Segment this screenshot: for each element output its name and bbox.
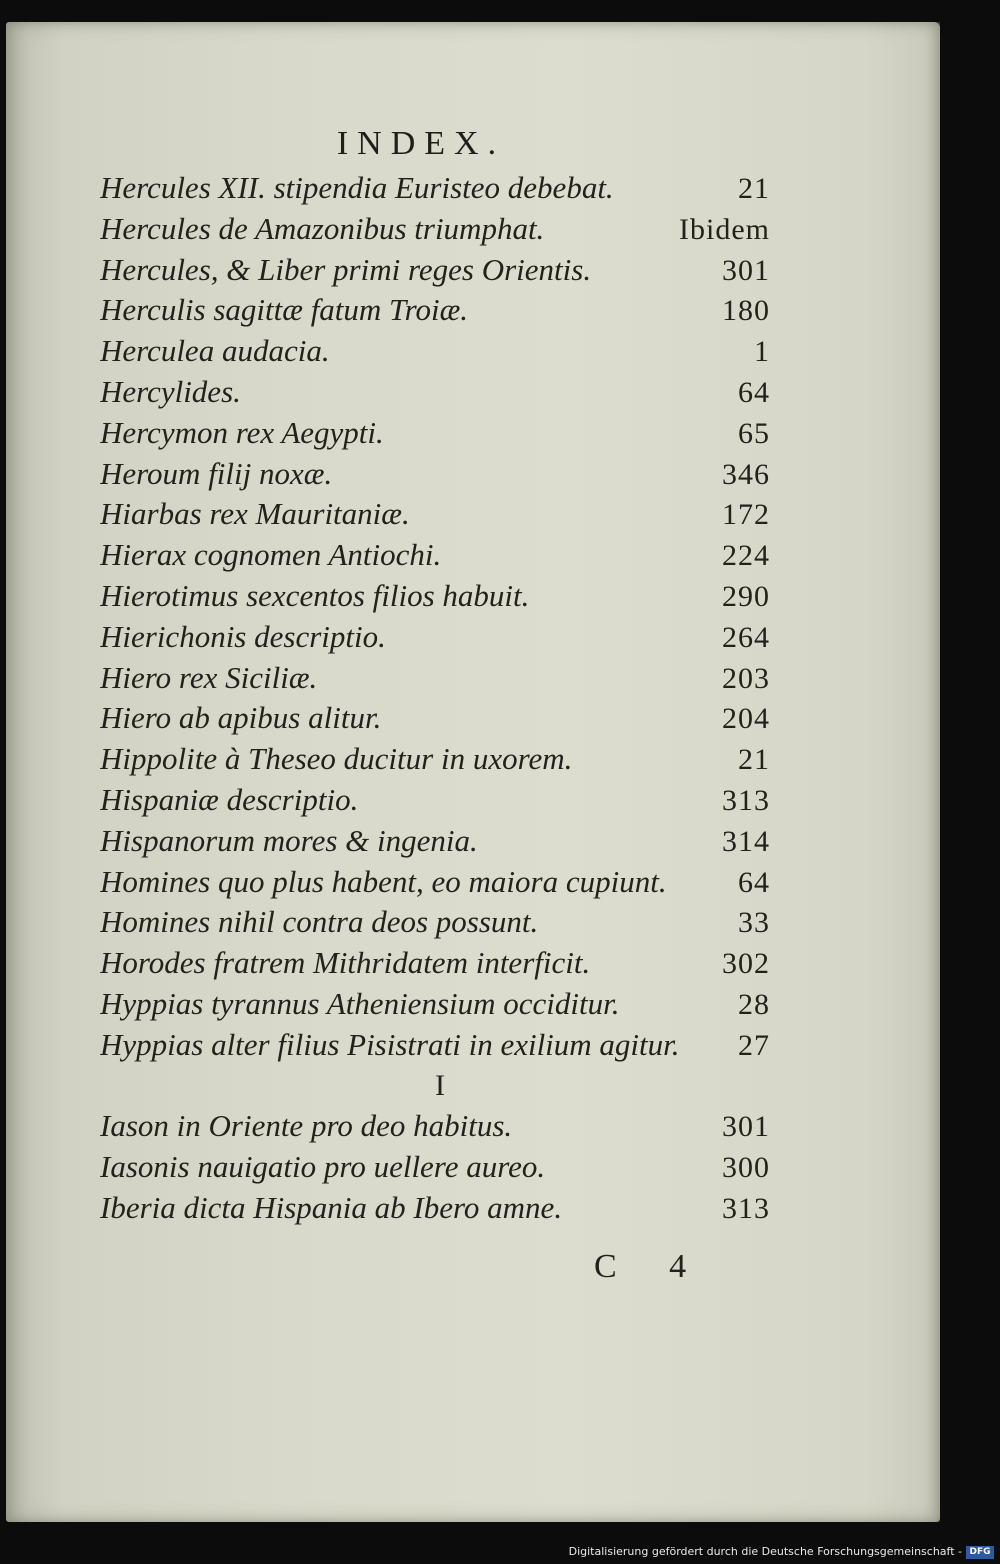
entry-page-number: 180 bbox=[722, 294, 770, 328]
index-entry bbox=[100, 576, 770, 617]
funding-credit: Digitalisierung gefördert durch die Deutsche Forschungsgemeinschaft - bbox=[568, 1545, 962, 1558]
entry-text: Iberia dicta Hispania ab Ibero amne. bbox=[100, 1189, 563, 1225]
entry-text: Horodes fratrem Mithridatem interficit. bbox=[100, 945, 591, 981]
index-entry bbox=[100, 658, 770, 699]
index-entry bbox=[100, 331, 770, 372]
entry-page-number: 290 bbox=[722, 579, 770, 613]
entries-letter-h bbox=[100, 168, 770, 1066]
entry-text: Hyppias alter filius Pisistrati in exilium agitur. bbox=[100, 1026, 680, 1062]
index-entry bbox=[100, 984, 770, 1025]
entry-page-number: 313 bbox=[722, 1191, 770, 1225]
index-entry bbox=[100, 902, 770, 943]
entry-text: Herculis sagittæ fatum Troiæ. bbox=[100, 292, 469, 328]
index-entry bbox=[100, 535, 770, 576]
entry-text: Iason in Oriente pro deo habitus. bbox=[100, 1108, 513, 1144]
entry-text: Hercylides. bbox=[100, 373, 241, 409]
index-entry bbox=[100, 209, 770, 250]
book-page bbox=[6, 22, 940, 1522]
index-entry bbox=[100, 372, 770, 413]
entry-page-number: 301 bbox=[722, 1110, 770, 1144]
entry-text: Herculea audacia. bbox=[100, 333, 330, 369]
page-edge-shading bbox=[922, 22, 940, 1522]
entry-text: Hyppias tyrannus Atheniensium occiditur. bbox=[100, 985, 620, 1021]
entry-page-number: Ibidem bbox=[679, 212, 770, 246]
footer-bar bbox=[0, 1538, 1000, 1564]
entry-text: Hercymon rex Aegypti. bbox=[100, 414, 384, 450]
dfg-logo-icon: DFG bbox=[966, 1546, 994, 1559]
letter-heading: I bbox=[435, 1068, 445, 1102]
entries-letter-i bbox=[100, 1106, 770, 1228]
entry-page-number: 21 bbox=[738, 743, 770, 777]
entry-text: Hiero rex Siciliæ. bbox=[100, 659, 318, 695]
entry-text: Homines quo plus habent, eo maiora cupiunt. bbox=[100, 863, 667, 899]
entry-text: Hispanorum mores & ingenia. bbox=[100, 822, 478, 858]
index-entry bbox=[100, 780, 770, 821]
index-entry bbox=[100, 494, 770, 535]
entry-text: Hiarbas rex Mauritaniæ. bbox=[100, 496, 410, 532]
index-entry bbox=[100, 862, 770, 903]
entry-page-number: 27 bbox=[738, 1028, 770, 1062]
entry-text: Hiero ab apibus alitur. bbox=[100, 700, 382, 736]
entry-text: Iasonis nauigatio pro uellere aureo. bbox=[100, 1149, 546, 1185]
index-entry bbox=[100, 290, 770, 331]
entry-page-number: 33 bbox=[738, 906, 770, 940]
index-entry bbox=[100, 1147, 770, 1188]
entry-page-number: 314 bbox=[722, 824, 770, 858]
entry-page-number: 28 bbox=[738, 987, 770, 1021]
entry-text: Homines nihil contra deos possunt. bbox=[100, 904, 539, 940]
entry-text: Hercules, & Liber primi reges Orientis. bbox=[100, 251, 592, 287]
entry-text: Hispaniæ descriptio. bbox=[100, 781, 359, 817]
entry-page-number: 65 bbox=[738, 416, 770, 450]
entry-text: Hierotimus sexcentos filios habuit. bbox=[100, 577, 530, 613]
index-entry bbox=[100, 698, 770, 739]
entry-page-number: 21 bbox=[738, 172, 770, 205]
entry-page-number: 1 bbox=[754, 335, 770, 369]
entry-page-number: 313 bbox=[722, 783, 770, 817]
signature-mark: C 4 bbox=[594, 1248, 709, 1285]
entry-page-number: 302 bbox=[722, 947, 770, 981]
index-entry bbox=[100, 413, 770, 454]
index-entry bbox=[100, 454, 770, 495]
entry-page-number: 301 bbox=[722, 253, 770, 287]
entry-page-number: 264 bbox=[722, 620, 770, 654]
index-entry bbox=[100, 739, 770, 780]
entry-page-number: 224 bbox=[722, 539, 770, 573]
index-entry bbox=[100, 1188, 770, 1229]
entry-text: Hierax cognomen Antiochi. bbox=[100, 537, 442, 573]
entry-page-number: 172 bbox=[722, 498, 770, 532]
index-entries bbox=[100, 168, 770, 1229]
entry-page-number: 346 bbox=[722, 457, 770, 491]
index-entry bbox=[100, 250, 770, 291]
entry-page-number: 204 bbox=[722, 702, 770, 736]
index-entry bbox=[100, 1025, 770, 1066]
index-entry bbox=[100, 617, 770, 658]
entry-text: Heroum filij noxæ. bbox=[100, 455, 333, 491]
entry-text: Hercules XII. stipendia Euristeo debebat. bbox=[100, 170, 614, 205]
index-entry bbox=[100, 821, 770, 862]
running-head: INDEX. bbox=[336, 125, 506, 162]
index-entry bbox=[100, 168, 770, 209]
index-entry bbox=[100, 943, 770, 984]
index-entry bbox=[100, 1106, 770, 1147]
entry-page-number: 64 bbox=[738, 375, 770, 409]
entry-text: Hercules de Amazonibus triumphat. bbox=[100, 210, 545, 246]
entry-text: Hippolite à Theseo ducitur in uxorem. bbox=[100, 741, 573, 777]
entry-page-number: 203 bbox=[722, 661, 770, 695]
entry-page-number: 64 bbox=[738, 865, 770, 899]
entry-text: Hierichonis descriptio. bbox=[100, 618, 386, 654]
entry-page-number: 300 bbox=[722, 1151, 770, 1185]
